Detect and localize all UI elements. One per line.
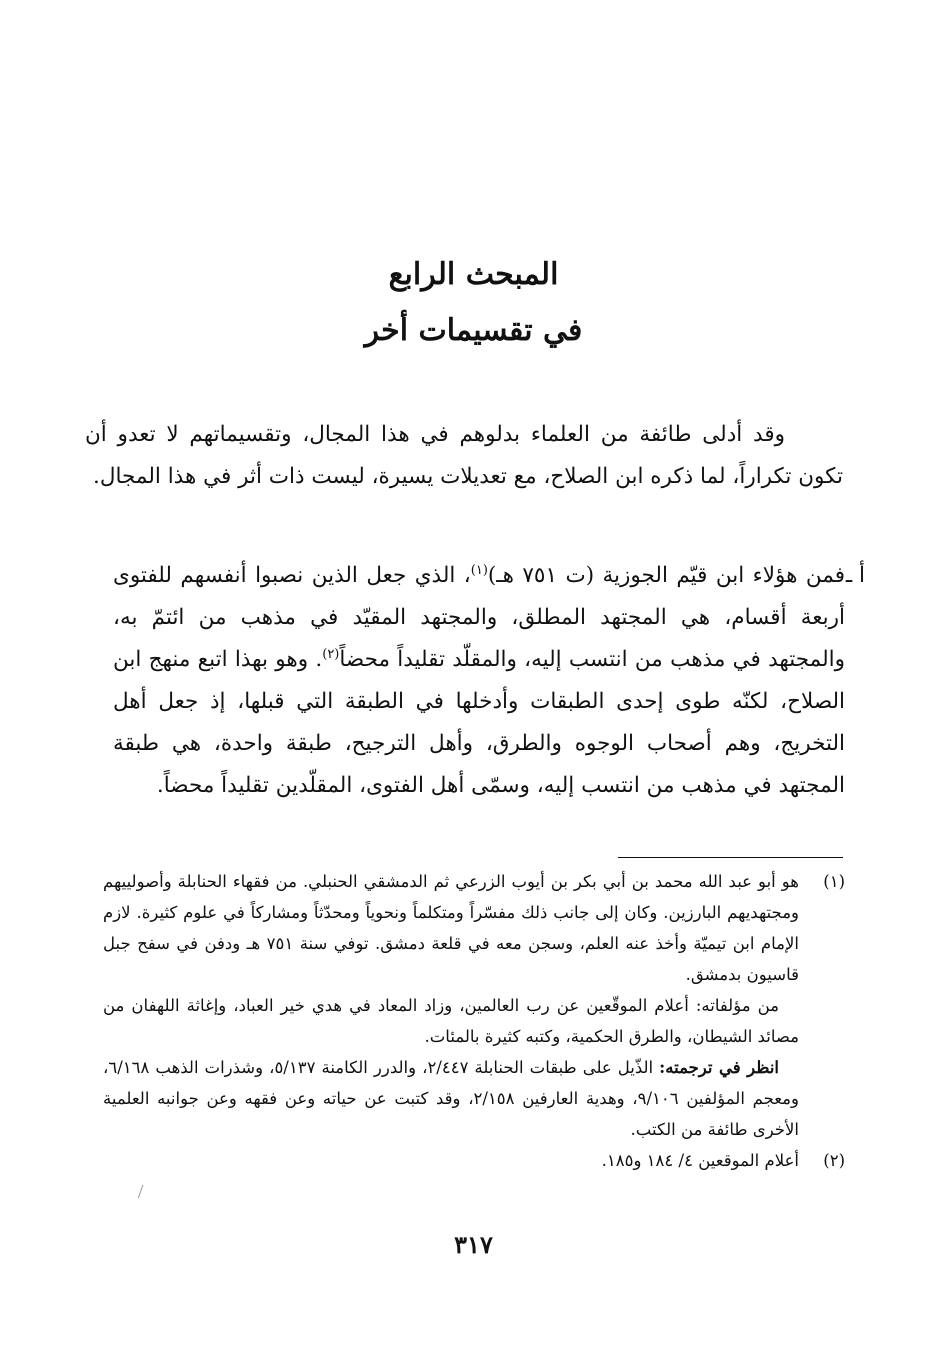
intro-paragraph: وقد أدلى طائفة من العلماء بدلوهم في هذا المجال، وتقسيماتهم لا تعدو أن تكون تكراراً، لما ذكره ابن الصلاح، مع تعديلات يسيرة، ليست ذات أثر في هذا المجال.: [85, 422, 843, 489]
item-a-paragraph: [113, 555, 845, 807]
scan-mark: [138, 1185, 147, 1200]
item-a-text-1: فمن هؤلاء ابن قيّم الجوزية (ت ٧٥١ هـ): [487, 563, 845, 588]
item-marker: أ ـ: [845, 563, 865, 588]
footnote-2-text: أعلام الموقعين ٤/ ١٨٤ و١٨٥.: [601, 1151, 799, 1170]
footnote-1-bio: هو أبو عبد الله محمد بن أبي بكر بن أيوب الزرعي ثم الدمشقي الحنبلي. من فقهاء الحنابلة وأصولييهم ومجتهديهم البارزين. وكان إلى جانب ذلك مفسّراً ومتكلماً ونحوياً ومحدّثاً ومشاركاً في علوم كثيرة. لازم الإمام ابن تيميّة وأخذ عنه العلم، وسجن معه في قلعة دمشق. توفي سنة ٧٥١ هـ ودفن في سفح جبل قاسيون بدمشق.: [103, 872, 799, 984]
footnote-1-sources-text: الذّيل على طبقات الحنابلة ٢/٤٤٧، والدرر الكامنة ٥/١٣٧، وشذرات الذهب ٦/١٦٨، ومعجم المؤلفين ٩/١٠٦، وهدية العارفين ٢/١٥٨، وقد كتبت عن حياته وعن فقهه وعن جوانبه العلمية الأخرى طائفة من الكتب.: [103, 1058, 799, 1139]
footnotes-section: [103, 866, 843, 1176]
footnote-1-works: من مؤلفاته: أعلام الموقّعين عن رب العالمين، وزاد المعاد في هدي خير العباد، وإغاثة اللهفان من مصائد الشيطان، والطرق الحكمية، وكتبه كثيرة بالمئات.: [103, 996, 799, 1046]
footnote-1-sources-label: انظر في ترجمته:: [659, 1058, 779, 1077]
footnote-2: [103, 1145, 843, 1176]
footnote-ref-1[interactable]: (١): [470, 562, 488, 578]
footnote-1: [103, 866, 843, 1145]
footnote-1-number: (١): [823, 872, 845, 891]
page-number: ٣١٧: [454, 1230, 493, 1259]
section-subtitle: في تقسيمات أخر: [364, 313, 583, 348]
footnote-2-number: (٢): [823, 1151, 845, 1170]
item-a-text-3: . وهو بهذا اتبع منهج ابن الصلاح، لكنّه طوى إحدى الطبقات وأدخلها في الطبقة التي قبلها، إذ جعل أهل التخريج، وهم أصحاب الوجوه والطرق، وأهل الترجيح، طبقة واحدة، هي طبقة المجتهد في مذهب من انتسب إليه، وسمّى أهل الفتوى، المقلّدين تقليداً محضاً.: [113, 647, 845, 798]
footnote-divider: [618, 857, 843, 858]
section-title: المبحث الرابع: [388, 257, 559, 292]
item-a-text-2: ، الذي جعل الذين نصبوا أنفسهم للفتوى أربعة أقسام، هي المجتهد المطلق، والمجتهد المقيّد في مذهب من ائتمّ به، والمجتهد في مذهب من انتسب إليه، والمقلّد تقليداً محضاً: [113, 563, 845, 672]
footnote-1-sources: [103, 1052, 799, 1145]
footnote-ref-2[interactable]: (٢): [322, 646, 340, 662]
